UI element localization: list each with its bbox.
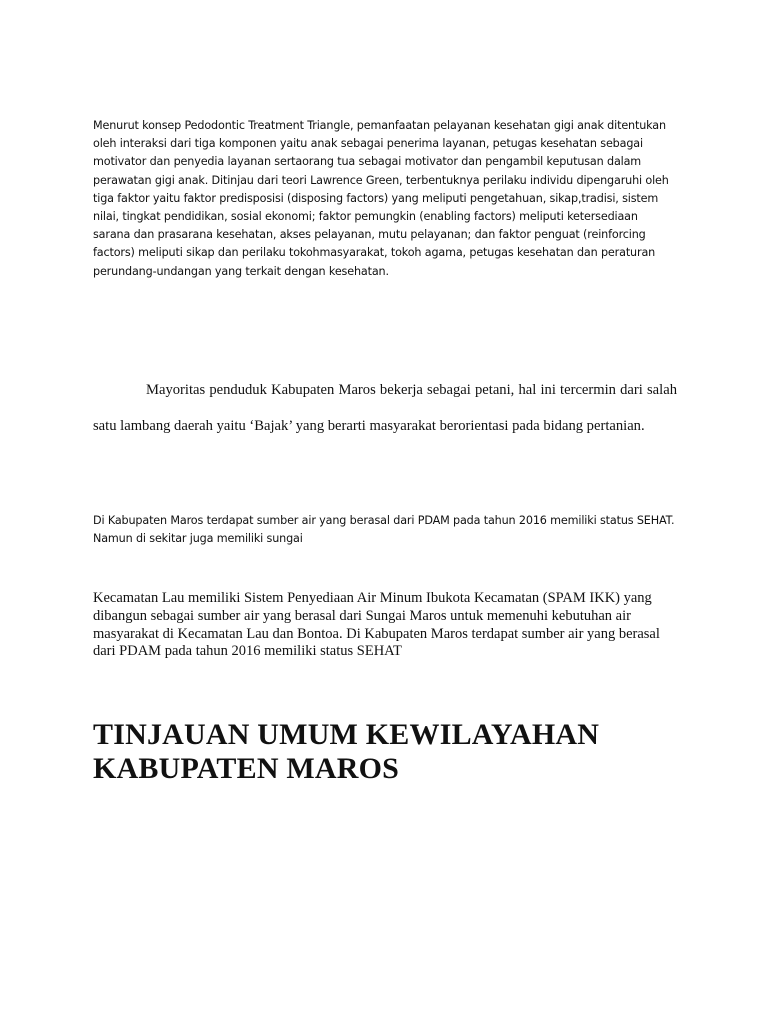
paragraph-pedodontic-treatment: Menurut konsep Pedodontic Treatment Triangle, pemanfaatan pelayanan kesehatan gigi anak ditentukan oleh interaksi dari tiga komponen yaitu anak sebagai penerima layanan, petugas kesehatan sebagai motivator dan penyedia layanan sertaorang tua sebagai motivator dan pengambil keputusan dalam perawatan gigi anak. Ditinjau dari teori Lawrence Green, terbentuknya perilaku individu dipengaruhi oleh tiga faktor yaitu faktor predisposisi (disposing factors) yang meliputi pengetahuan, sikap,tradisi, sistem nilai, tingkat pendidikan, sosial ekonomi; faktor pemungkin (enabling factors) meliputi ketersediaan sarana dan prasarana kesehatan, akses pelayanan, mutu pelayanan; dan faktor penguat (reinforcing factors) meliputi sikap dan perilaku tokohmasyarakat, tokoh agama, petugas kesehatan dan peraturan perundang-undangan yang terkait dengan kesehatan. <box>93 119 669 278</box>
paragraph-kecamatan-lau: Kecamatan Lau memiliki Sistem Penyediaan Air Minum Ibukota Kecamatan (SPAM IKK) yang dibangun sebagai sumber air yang berasal dari Sungai Maros untuk memenuhi kebutuhan air masyarakat di Kecamatan Lau dan Bontoa. Di Kabupaten Maros terdapat sumber air yang berasal dari PDAM pada tahun 2016 memiliki status SEHAT <box>93 590 660 660</box>
paragraph-sumber-air-pdam: Di Kabupaten Maros terdapat sumber air yang berasal dari PDAM pada tahun 2016 memiliki status SEHAT. Namun di sekitar juga memiliki sungai <box>93 514 675 546</box>
paragraph-mayoritas-penduduk: Mayoritas penduduk Kabupaten Maros bekerja sebagai petani, hal ini tercermin dari salah satu lambang daerah yaitu ‘Bajak’ yang berarti masyarakat berorientasi pada bidang pertanian. <box>93 382 677 434</box>
section-heading: TINJAUAN UMUM KEWILAYAHAN KABUPATEN MAROS <box>93 718 600 785</box>
